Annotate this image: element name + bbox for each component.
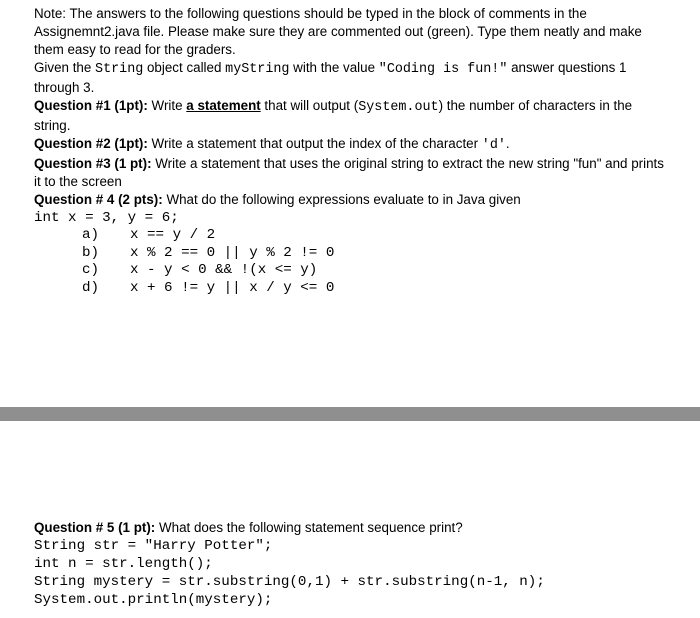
question-3-label: Question #3 (1 pt):	[34, 156, 152, 171]
q4-options	[34, 227, 664, 297]
q2-code: 'd'	[481, 138, 506, 153]
note-text: Note: The answers to the following questions should be typed in the block of comments in the Assignemnt2.java file. Please make sure they are commented out (green). Type them neatly and make them easy to read for the graders.	[34, 6, 642, 57]
q5-code-line: System.out.println(mystery);	[34, 592, 273, 608]
q5-code-line: int n = str.length();	[34, 556, 213, 572]
q4-option-b	[34, 245, 664, 263]
q4-text: What do the following expressions evaluate to in Java given	[162, 192, 521, 207]
page-divider	[0, 407, 700, 421]
bottom-section	[34, 519, 664, 609]
given-suffix: answer questions 1 through 3.	[34, 60, 627, 95]
q4-declaration: int x = 3, y = 6;	[34, 210, 179, 226]
given-paragraph	[34, 59, 664, 97]
given-var: myString	[225, 62, 290, 77]
q5-code-line: String str = "Harry Potter";	[34, 538, 273, 554]
q1-text-a: Write	[147, 98, 187, 113]
option-expression: x + 6 != y || x / y <= 0	[130, 279, 335, 296]
option-letter: c)	[82, 262, 100, 278]
q4-option-d	[34, 280, 664, 298]
q2-text-a: Write a statement that output the index of the character	[147, 136, 482, 151]
given-mid2: with the value	[289, 60, 379, 75]
question-2-label: Question #2 (1pt):	[34, 136, 148, 151]
q3-text: Write a statement that uses the original string to extract the new string "fun" and prints it to the screen	[34, 156, 664, 189]
question-2	[34, 135, 664, 155]
given-type: String	[95, 62, 144, 77]
q1-text-c: ) the number of characters in the string.	[34, 98, 633, 133]
given-value: "Coding is fun!"	[378, 62, 508, 77]
option-letter: a)	[82, 227, 100, 243]
question-1-label: Question #1 (1pt):	[34, 98, 148, 113]
question-4-label: Question # 4 (2 pts):	[34, 192, 163, 207]
option-expression: x == y / 2	[130, 227, 216, 243]
given-prefix: Given the	[34, 60, 96, 75]
question-5-label: Question # 5 (1 pt):	[34, 520, 156, 535]
given-mid1: object called	[143, 60, 226, 75]
q4-option-c	[34, 262, 664, 280]
option-letter: d)	[82, 279, 100, 296]
question-4	[34, 191, 664, 209]
option-expression: x - y < 0 && !(x <= y)	[130, 262, 318, 278]
option-expression: x % 2 == 0 || y % 2 != 0	[130, 244, 335, 261]
question-1	[34, 97, 664, 135]
q4-option-a	[34, 227, 664, 245]
q5-text: What does the following statement sequence print?	[155, 520, 463, 535]
q5-code-line: String mystery = str.substring(0,1) + str.substring(n-1, n);	[34, 574, 545, 590]
question-3	[34, 155, 664, 191]
option-letter: b)	[82, 244, 100, 261]
note-paragraph	[34, 5, 664, 59]
q1-emphasis: a statement	[186, 98, 261, 113]
top-section	[34, 5, 664, 297]
q1-code: System.out	[358, 100, 439, 115]
q1-text-b: that will output (	[260, 98, 359, 113]
q2-text-b: .	[505, 136, 510, 151]
question-5	[34, 519, 664, 537]
